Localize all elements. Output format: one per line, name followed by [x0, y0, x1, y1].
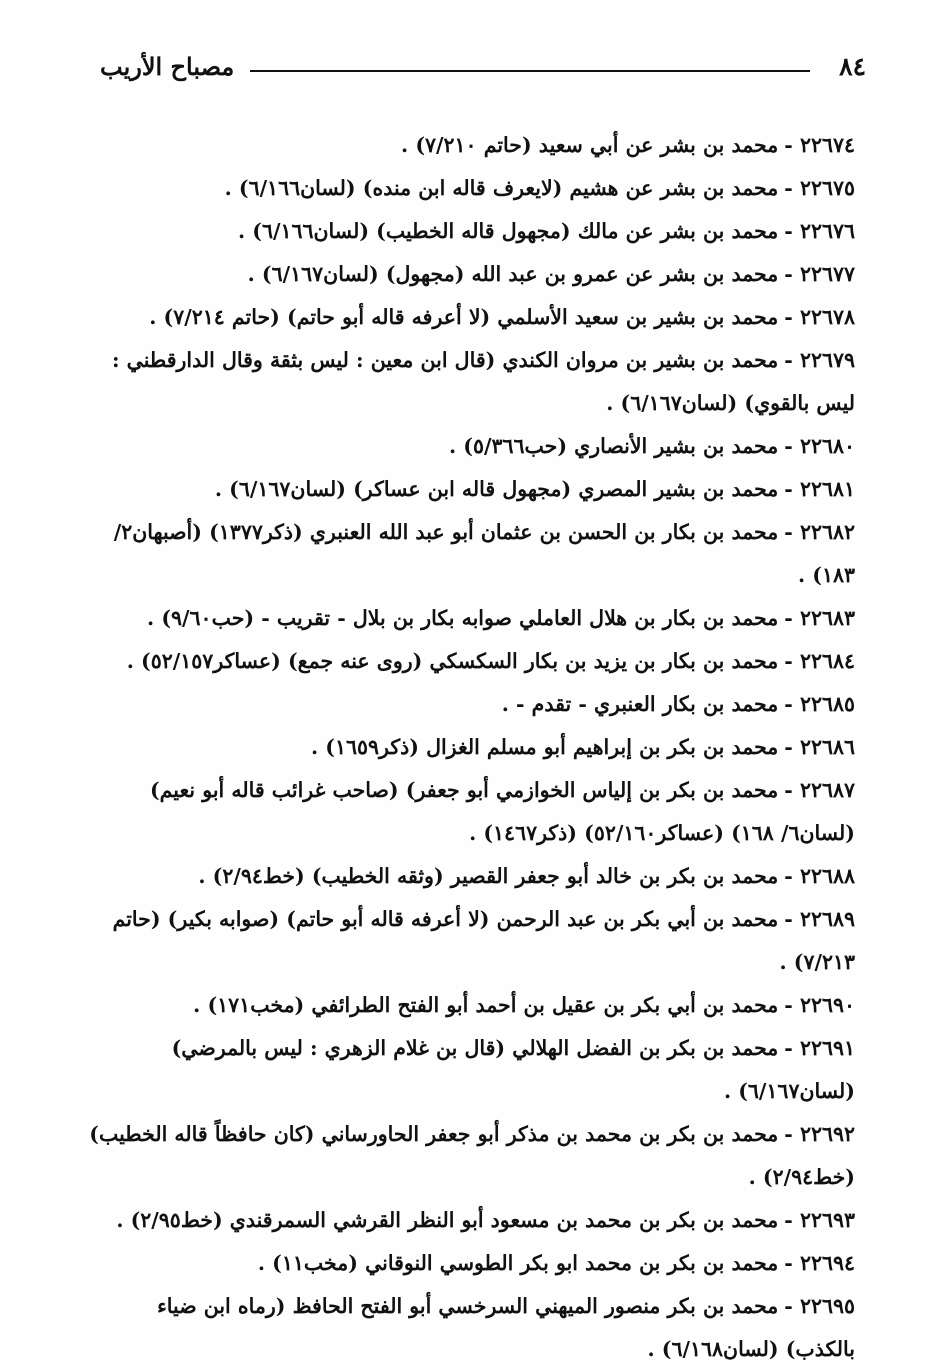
entry-number: ٢٢٦٨٢ -: [784, 520, 855, 544]
entry: [85, 769, 855, 855]
entry-text: محمد بن بكر منصور الميهني السرخسي أبو الفتح الحافظ (رماه ابن ضياء بالكذب) (لسان٦/١٦٨) .: [157, 1294, 855, 1361]
entry: [85, 210, 855, 253]
entry-text: محمد بن بكار بن يزيد بن بكار السكسكي (روى عنه جمع) (عساكر٥٢/١٥٧) .: [126, 649, 779, 673]
entry: [85, 984, 855, 1027]
entry: [85, 253, 855, 296]
entry-number: ٢٢٦٨٧ -: [784, 778, 855, 802]
entry-number: ٢٢٦٩٠ -: [784, 993, 855, 1017]
entry-text: محمد بن بكر بن إلياس الخوازمي أبو جعفر) (صاحب غرائب قاله أبو نعيم) (لسان٦/ ١٦٨) (عساكر٥٢/١٦٠) (ذكر١٤٦٧) .: [149, 778, 855, 845]
entry-text: محمد بن أبي بكر بن عقيل بن أحمد أبو الفتح الطرائفي (مخب١٧١) .: [193, 993, 779, 1017]
entry-number: ٢٢٦٧٨ -: [784, 305, 855, 329]
entry: [85, 296, 855, 339]
entry-number: ٢٢٦٧٩ -: [784, 348, 855, 372]
entry-number: ٢٢٦٧٧ -: [784, 262, 855, 286]
entry-text: محمد بن بشير المصري (مجهول قاله ابن عساكر) (لسان٦/١٦٧) .: [214, 477, 779, 501]
entry: [85, 898, 855, 984]
entry: [85, 1113, 855, 1199]
entry-number: ٢٢٦٨٨ -: [784, 864, 855, 888]
entry-text: محمد بن بكر بن الفضل الهلالي (قال بن غلام الزهري : ليس بالمرضي) (لسان٦/١٦٧) .: [171, 1036, 855, 1103]
entry-number: ٢٢٦٧٥ -: [784, 176, 855, 200]
entry-text: محمد بن بكر بن محمد ابو بكر الطوسي النوقاني (مخب١١) .: [257, 1251, 779, 1275]
entry-number: ٢٢٦٩٥ -: [784, 1294, 855, 1318]
entry-number: ٢٢٦٨٣ -: [784, 606, 855, 630]
entry: [85, 597, 855, 640]
entry-text: محمد بن بشر عن أبي سعيد (حاتم ٧/٢١٠) .: [401, 133, 779, 157]
header-rule: [250, 70, 810, 72]
entry-number: ٢٢٦٩٣ -: [784, 1208, 855, 1232]
page-header: [100, 48, 870, 88]
entry-text: محمد بن بكر بن إبراهيم أبو مسلم الغزال (ذكر١٦٥٩) .: [311, 735, 779, 759]
entry-text: محمد بن بشر عن مالك (مجهول قاله الخطيب) (لسان٦/١٦٦) .: [237, 219, 779, 243]
entry: [85, 425, 855, 468]
entry-number: ٢٢٦٨٤ -: [784, 649, 855, 673]
page-number: ٨٤: [839, 52, 866, 81]
entry-text: محمد بن بشر عن عمرو بن عبد الله (مجهول) (لسان٦/١٦٧) .: [247, 262, 779, 286]
entry: [85, 511, 855, 597]
entry-text: محمد بن بكر بن محمد بن مذكر أبو جعفر الحاورساني (كان حافظاً قاله الخطيب) (خط٢/٩٤) .: [89, 1122, 855, 1189]
entry-text: محمد بن بكار بن الحسن بن عثمان أبو عبد الله العنبري (ذكر١٣٧٧) (أصبهان٢/ ١٨٣) .: [113, 520, 855, 587]
entry: [85, 167, 855, 210]
entry: [85, 640, 855, 683]
entry-number: ٢٢٦٧٦ -: [784, 219, 855, 243]
entry-list: [85, 124, 855, 1371]
entry-text: محمد بن بشر عن هشيم (لايعرف قاله ابن منده) (لسان٦/١٦٦) .: [224, 176, 779, 200]
entry-number: ٢٢٦٨٩ -: [784, 907, 855, 931]
entry-text: محمد بن بكار العنبري - تقدم - .: [501, 692, 779, 716]
entry: [85, 1285, 855, 1371]
entry-text: محمد بن بشير بن مروان الكندي (قال ابن معين : ليس بثقة وقال الدارقطني : ليس بالقوي) (لسان٦/١٦٧) .: [111, 348, 855, 415]
entry-number: ٢٢٦٨١ -: [784, 477, 855, 501]
entry-text: محمد بن بشير الأنصاري (حب٥/٣٦٦) .: [449, 434, 779, 458]
entry-number: ٢٢٦٩٢ -: [784, 1122, 855, 1146]
entry: [85, 1242, 855, 1285]
entry: [85, 124, 855, 167]
entry-number: ٢٢٦٨٠ -: [784, 434, 855, 458]
entry: [85, 726, 855, 769]
book-title: مصباح الأريب: [100, 52, 235, 81]
entry: [85, 468, 855, 511]
entry: [85, 1199, 855, 1242]
entry-number: ٢٢٦٩٤ -: [784, 1251, 855, 1275]
entry-text: محمد بن بشير بن سعيد الأسلمي (لا أعرفه قاله أبو حاتم) (حاتم ٧/٢١٤) .: [149, 305, 779, 329]
entry-text: محمد بن أبي بكر بن عبد الرحمن (لا أعرفه قاله أبو حاتم) (صوابه بكير) (حاتم ٧/٢١٣) .: [112, 907, 855, 974]
entry-text: محمد بن بكار بن هلال العاملي صوابه بكار بن بلال - تقريب - (حب٩/٦٠) .: [147, 606, 779, 630]
entry-text: محمد بن بكر بن خالد أبو جعفر القصير (وثقه الخطيب) (خط٢/٩٤) .: [198, 864, 779, 888]
entry-text: محمد بن بكر بن محمد بن مسعود أبو النظر القرشي السمرقندي (خط٢/٩٥) .: [116, 1208, 779, 1232]
entry-number: ٢٢٦٧٤ -: [784, 133, 855, 157]
entry-number: ٢٢٦٩١ -: [784, 1036, 855, 1060]
entry: [85, 339, 855, 425]
entry: [85, 1027, 855, 1113]
entry-number: ٢٢٦٨٦ -: [784, 735, 855, 759]
entry: [85, 683, 855, 726]
entry: [85, 855, 855, 898]
entry-number: ٢٢٦٨٥ -: [784, 692, 855, 716]
